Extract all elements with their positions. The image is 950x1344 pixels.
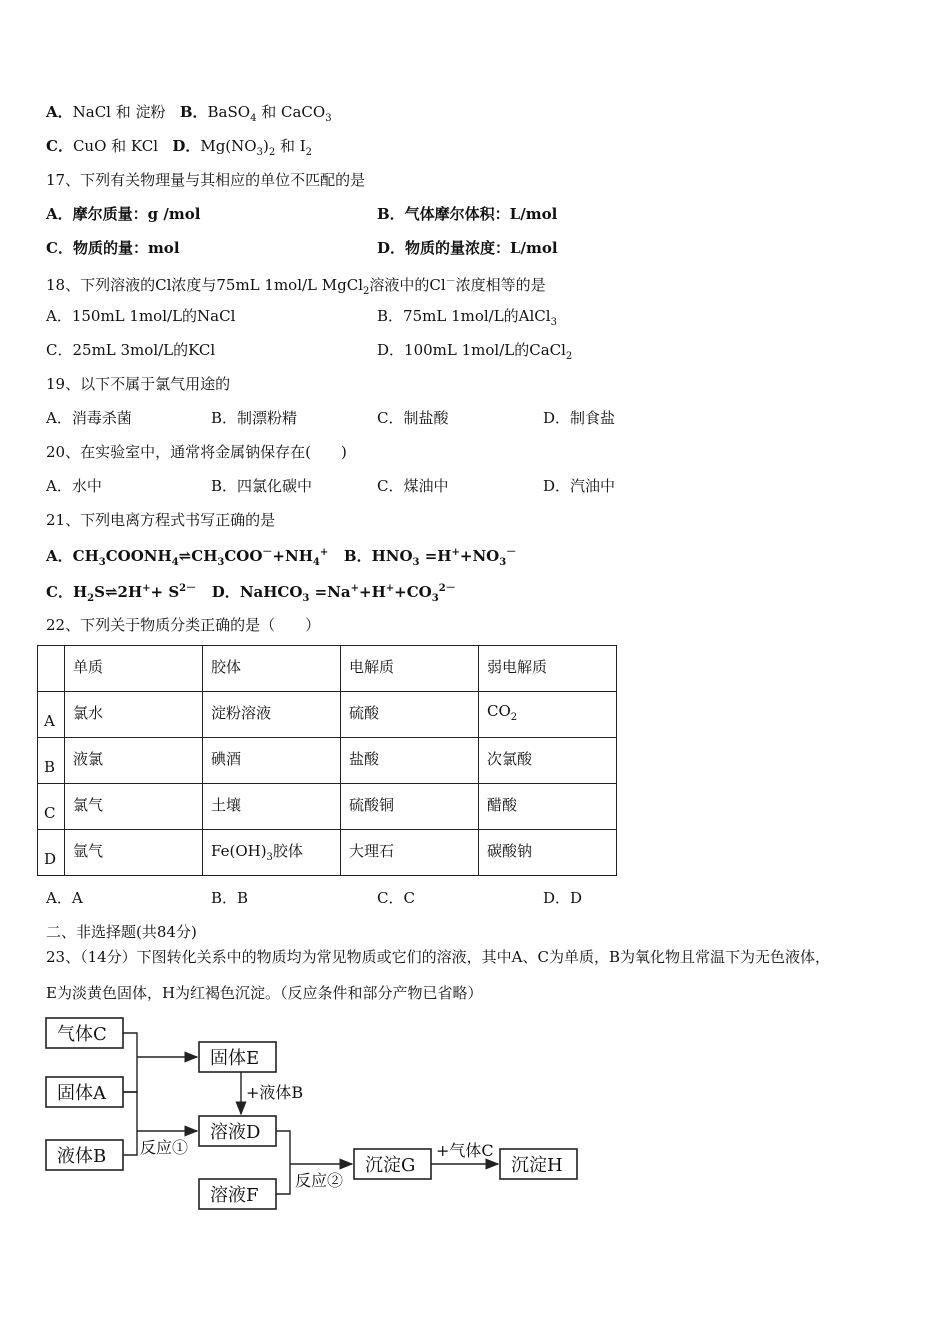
table-row <box>38 692 617 738</box>
q19-stem: 19、以下不属于氯气用途的 <box>46 375 231 393</box>
classification-table <box>37 645 617 876</box>
table-cell: 盐酸 <box>341 738 479 784</box>
gas-c-label: 气体C <box>57 1024 107 1045</box>
subscript: 3 <box>98 557 106 568</box>
table-header: 单质 <box>65 646 203 692</box>
subscript: 3 <box>266 852 273 863</box>
section-title: 二、非选择题(共84分) <box>46 923 197 941</box>
superscript: 2－ <box>179 583 197 594</box>
subscript: 3 <box>302 593 310 604</box>
subscript: 2 <box>565 351 573 362</box>
precipitate-h-label: 沉淀H <box>511 1155 563 1176</box>
plus-gas-c-label: +气体C <box>436 1141 494 1160</box>
table-row <box>38 784 617 830</box>
table-cell: 大理石 <box>341 830 479 876</box>
q21-options-row-1 <box>46 543 516 573</box>
table-row <box>38 738 617 784</box>
superscript: + <box>385 583 395 594</box>
table-cell <box>203 830 341 876</box>
q17-option-d: D．物质的量浓度：L/mol <box>377 239 558 257</box>
q23-stem-line-2: E为淡黄色固体，H为红褐色沉淀。（反应条件和部分产物已省略） <box>46 984 483 1002</box>
formula-part: COONH <box>105 547 172 565</box>
subscript: 3 <box>412 557 420 568</box>
q21-stem: 21、下列电离方程式书写正确的是 <box>46 511 276 529</box>
formula-part: =Na <box>309 583 351 601</box>
row-key: B <box>38 738 65 784</box>
superscript: 2－ <box>438 583 456 594</box>
q16-b-text: BaSO <box>207 103 251 121</box>
solution-f-label: 溶液F <box>210 1185 259 1206</box>
table-cell: 碘酒 <box>203 738 341 784</box>
liquid-b-label: 液体B <box>57 1146 107 1167</box>
table-cell: 醋酸 <box>479 784 617 830</box>
q18-option-b <box>377 306 557 333</box>
table-cell <box>38 646 65 692</box>
q21-a-label: A． <box>46 547 73 565</box>
q18-option-c: C．25mL 3mol/L的KCl <box>46 341 216 359</box>
q22-option-d: D．D <box>543 889 583 907</box>
reversible-arrow-icon: ⇌ <box>178 547 192 565</box>
formula-part: Fe(OH) <box>211 842 267 860</box>
q17-option-b: B．气体摩尔体积：L/mol <box>377 205 558 223</box>
solid-a-label: 固体A <box>57 1083 106 1104</box>
q18-stem-part3: 浓度相等的是 <box>455 276 546 294</box>
q17-stem: 17、下列有关物理量与其相应的单位不匹配的是 <box>46 171 366 189</box>
table-cell: 硫酸铜 <box>341 784 479 830</box>
q20-option-a: A．水中 <box>46 477 102 495</box>
q22-option-b: B．B <box>211 889 249 907</box>
q18-d-text: D．100mL 1mol/L的CaCl <box>377 341 566 359</box>
subscript: 4 <box>250 113 257 124</box>
q20-stem: 20、在实验室中，通常将金属钠保存在( ) <box>46 443 347 461</box>
superscript: + <box>451 547 460 558</box>
formula-part: H <box>72 583 88 601</box>
formula-part: S <box>94 583 105 601</box>
formula-part: HNO <box>371 547 413 565</box>
q16-b-text-2: 和 CaCO <box>256 103 326 121</box>
formula-part: 2H <box>117 583 143 601</box>
superscript: + <box>142 583 151 594</box>
table-header: 胶体 <box>203 646 341 692</box>
formula-part: CH <box>72 547 99 565</box>
q20-option-d: D．汽油中 <box>543 477 616 495</box>
subscript: 2 <box>268 147 276 158</box>
formula-part: CH <box>191 547 218 565</box>
formula-part: +NO <box>459 547 500 565</box>
subscript: 3 <box>550 317 557 328</box>
subscript: 2 <box>510 712 518 723</box>
q17-option-a: A．摩尔质量：g /mol <box>46 205 201 223</box>
q16-option-row-2 <box>46 136 312 163</box>
subscript: 4 <box>171 557 179 568</box>
q16-a-label: A． <box>46 103 73 121</box>
q22-option-a: A．A <box>46 889 83 907</box>
table-cell: 液氯 <box>65 738 203 784</box>
reaction-1-label: 反应① <box>140 1138 189 1157</box>
q20-option-c: C．煤油中 <box>377 477 449 495</box>
table-cell: 次氯酸 <box>479 738 617 784</box>
superscript: － <box>506 547 517 558</box>
subscript: 3 <box>217 557 225 568</box>
table-cell: 硫酸 <box>341 692 479 738</box>
q23-stem-line-1: 23、（14分）下图转化关系中的物质均为常见物质或它们的溶液，其中A、C为单质，B为氧化物且常温下为无色液体， <box>46 948 831 966</box>
bracket-line <box>123 1092 137 1155</box>
table-header-row <box>38 646 617 692</box>
table-header: 弱电解质 <box>479 646 617 692</box>
q19-option-c: C．制盐酸 <box>377 409 449 427</box>
q19-option-a: A．消毒杀菌 <box>46 409 132 427</box>
q18-b-text: B．75mL 1mol/L的AlCl <box>377 307 551 325</box>
q16-c-text: CuO 和 KCl <box>72 137 159 155</box>
table-row <box>38 830 617 876</box>
table-cell: 氩气 <box>65 830 203 876</box>
q21-options-row-2 <box>46 579 456 609</box>
table-header: 电解质 <box>341 646 479 692</box>
subscript: 4 <box>312 557 320 568</box>
q18-stem <box>46 272 546 302</box>
bracket-line <box>276 1131 290 1194</box>
q16-option-row-1 <box>46 102 332 129</box>
q16-d-label: D． <box>172 137 201 155</box>
q16-d-text: Mg(NO <box>200 137 257 155</box>
solution-d-label: 溶液D <box>210 1122 261 1143</box>
formula-part: +CO <box>394 583 432 601</box>
table-cell: 土壤 <box>203 784 341 830</box>
formula-part: +NH <box>272 547 313 565</box>
q17-option-c: C．物质的量：mol <box>46 239 180 257</box>
q22-stem: 22、下列关于物质分类正确的是（ ） <box>46 616 321 634</box>
reversible-arrow-icon: ⇌ <box>104 583 118 601</box>
superscript: + <box>319 547 329 558</box>
subscript: 3 <box>325 113 332 124</box>
table-cell <box>479 692 617 738</box>
subscript: 3 <box>499 557 507 568</box>
subscript: 2 <box>363 286 370 297</box>
table-cell: 氯水 <box>65 692 203 738</box>
superscript: － <box>262 547 273 558</box>
q16-d-text-3: 和 I <box>275 137 306 155</box>
formula-part: CO <box>487 702 511 720</box>
q16-b-label: B． <box>179 103 208 121</box>
reaction-diagram <box>0 1010 950 1230</box>
q16-c-label: C． <box>46 137 73 155</box>
q19-option-b: B．制漂粉精 <box>211 409 298 427</box>
q21-d-label: D． <box>211 583 240 601</box>
formula-part: NaHCO <box>239 583 303 601</box>
table-cell: 碳酸钠 <box>479 830 617 876</box>
q16-a-text: NaCl 和 淀粉 <box>72 103 166 121</box>
formula-part: =H <box>419 547 452 565</box>
formula-part: 胶体 <box>272 842 303 860</box>
row-key: C <box>38 784 65 830</box>
plus-liquid-b-label: +液体B <box>246 1083 304 1102</box>
subscript: 2 <box>87 593 95 604</box>
bracket-line <box>123 1033 137 1092</box>
q20-option-b: B．四氯化碳中 <box>211 477 313 495</box>
subscript: 2 <box>305 147 313 158</box>
q16-d-text-2: ) <box>262 137 269 155</box>
formula-part: + S <box>150 583 180 601</box>
solid-e-label: 固体E <box>210 1048 260 1069</box>
superscript: － <box>445 276 456 287</box>
subscript: 3 <box>256 147 263 158</box>
q22-option-c: C．C <box>377 889 415 907</box>
q18-stem-part2: 溶液中的Cl <box>369 276 446 294</box>
row-key: D <box>38 830 65 876</box>
q18-option-d <box>377 340 572 367</box>
superscript: + <box>350 583 360 594</box>
precipitate-g-label: 沉淀G <box>365 1155 416 1176</box>
formula-part: +H <box>359 583 386 601</box>
table-cell: 氯气 <box>65 784 203 830</box>
q18-stem-part1: 18、下列溶液的Cl浓度与75mL 1mol/L MgCl <box>46 276 364 294</box>
formula-part: COO <box>224 547 263 565</box>
table-cell: 淀粉溶液 <box>203 692 341 738</box>
subscript: 3 <box>431 593 439 604</box>
q21-b-label: B． <box>343 547 372 565</box>
q21-c-label: C． <box>46 583 73 601</box>
q18-option-a: A．150mL 1mol/L的NaCl <box>46 307 236 325</box>
reaction-2-label: 反应② <box>295 1171 344 1190</box>
q19-option-d: D．制食盐 <box>543 409 616 427</box>
row-key: A <box>38 692 65 738</box>
